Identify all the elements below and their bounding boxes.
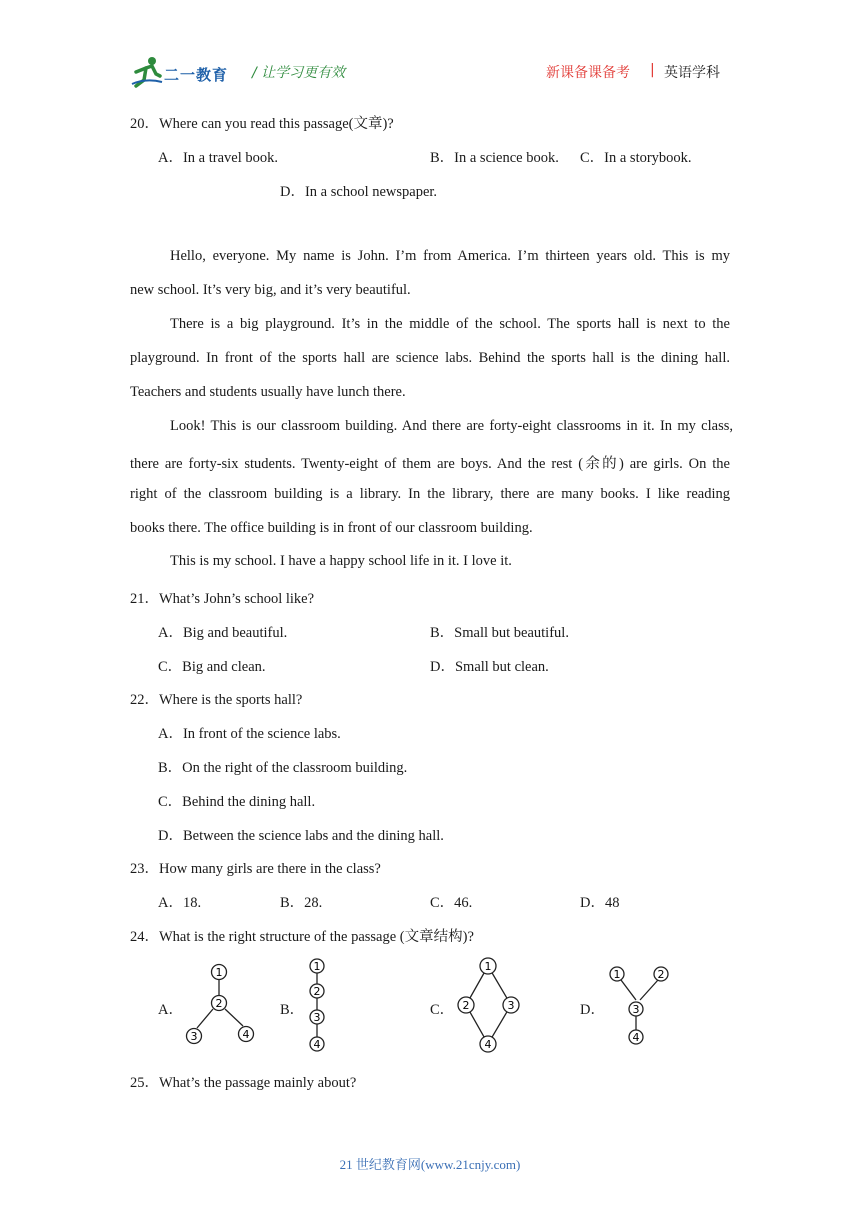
svg-text:4: 4 — [484, 1038, 492, 1051]
svg-text:2: 2 — [462, 999, 470, 1012]
header-separator: | — [650, 62, 655, 78]
header-subject: 英语学科 — [664, 65, 720, 81]
svg-text:4: 4 — [632, 1031, 640, 1044]
q23-option-c: C．46. — [430, 895, 473, 911]
passage-p2-line1: There is a big playground. It’s in the middle of the school. The sports hall is next to the — [170, 316, 730, 332]
q22-option-a: A．In front of the science labs. — [158, 726, 341, 742]
structure-diagram-b — [306, 956, 328, 1059]
passage-p2-line3: Teachers and students usually have lunch there. — [130, 384, 406, 400]
logo-text: 二一教育 — [164, 66, 229, 84]
svg-text:3: 3 — [313, 1011, 321, 1024]
runner-icon — [130, 54, 164, 88]
structure-diagram-a — [180, 962, 260, 1053]
passage-p3-line3: right of the classroom building is a library. In the library, there are many books. I like reading — [130, 486, 730, 502]
q21-option-d: D．Small but clean. — [430, 659, 549, 675]
svg-text:1: 1 — [215, 966, 223, 979]
q22-option-d: D．Between the science labs and the dining hall. — [158, 828, 444, 844]
q23-option-b: B．28. — [280, 895, 323, 911]
q23-option-d: D．48 — [580, 895, 620, 911]
q23-option-a: A．18. — [158, 895, 202, 911]
passage-p3-line2: there are forty-six students. Twenty-eight of them are boys. And the rest (余的) are girls. On the — [130, 456, 730, 472]
header-right-label: 新课备课备考 — [546, 65, 630, 81]
passage-p1-line1: Hello, everyone. My name is John. I’m from America. I’m thirteen years old. This is my — [170, 248, 730, 264]
q22-option-b: B．On the right of the classroom building. — [158, 760, 408, 776]
q24-stem: 24．What is the right structure of the passage (文章结构)? — [130, 929, 474, 945]
passage-p3-line1: Look! This is our classroom building. And there are forty-eight classrooms in it. In my class, — [170, 418, 733, 434]
passage-p2-line2: playground. In front of the sports hall are science labs. Behind the sports hall is the dining hall. — [130, 350, 730, 366]
q21-stem: 21．What’s John’s school like? — [130, 591, 315, 607]
q20-stem: 20．Where can you read this passage(文章)? — [130, 116, 394, 132]
q21-option-a: A．Big and beautiful. — [158, 625, 288, 641]
structure-diagram-d — [606, 962, 672, 1053]
slogan: / 让学习更有效 — [252, 65, 346, 81]
q24-option-d: D． — [580, 1002, 605, 1018]
passage-p3-line4: books there. The office building is in front of our classroom building. — [130, 520, 533, 536]
q24-option-b: B． — [280, 1002, 305, 1018]
svg-text:1: 1 — [313, 960, 321, 973]
logo — [130, 54, 250, 90]
svg-text:2: 2 — [657, 968, 665, 981]
q24-option-c: C． — [430, 1002, 455, 1018]
passage-p4-line1: This is my school. I have a happy school life in it. I love it. — [170, 553, 512, 569]
svg-text:1: 1 — [484, 960, 492, 973]
q22-option-c: C．Behind the dining hall. — [158, 794, 316, 810]
svg-text:3: 3 — [632, 1003, 640, 1016]
structure-diagram-c — [454, 956, 524, 1059]
svg-text:3: 3 — [507, 999, 515, 1012]
svg-text:3: 3 — [190, 1030, 198, 1043]
q22-stem: 22．Where is the sports hall? — [130, 692, 303, 708]
svg-text:4: 4 — [242, 1028, 250, 1041]
q20-option-a: A．In a travel book. — [158, 150, 278, 166]
q21-option-b: B．Small but beautiful. — [430, 625, 569, 641]
svg-text:1: 1 — [613, 968, 621, 981]
svg-text:2: 2 — [215, 997, 223, 1010]
q20-option-c: C．In a storybook. — [580, 150, 692, 166]
svg-text:2: 2 — [313, 985, 321, 998]
q24-option-a: A． — [158, 1002, 183, 1018]
q20-option-d: D．In a school newspaper. — [280, 184, 438, 200]
svg-text:4: 4 — [313, 1038, 321, 1051]
q21-option-c: C．Big and clean. — [158, 659, 266, 675]
q23-stem: 23．How many girls are there in the class? — [130, 861, 381, 877]
passage-p1-line2: new school. It’s very big, and it’s very beautiful. — [130, 282, 411, 298]
q25-stem: 25．What’s the passage mainly about? — [130, 1075, 357, 1091]
q20-option-b: B．In a science book. — [430, 150, 559, 166]
footer-source[interactable]: 21 世纪教育网(www.21cnjy.com) — [339, 1157, 521, 1172]
